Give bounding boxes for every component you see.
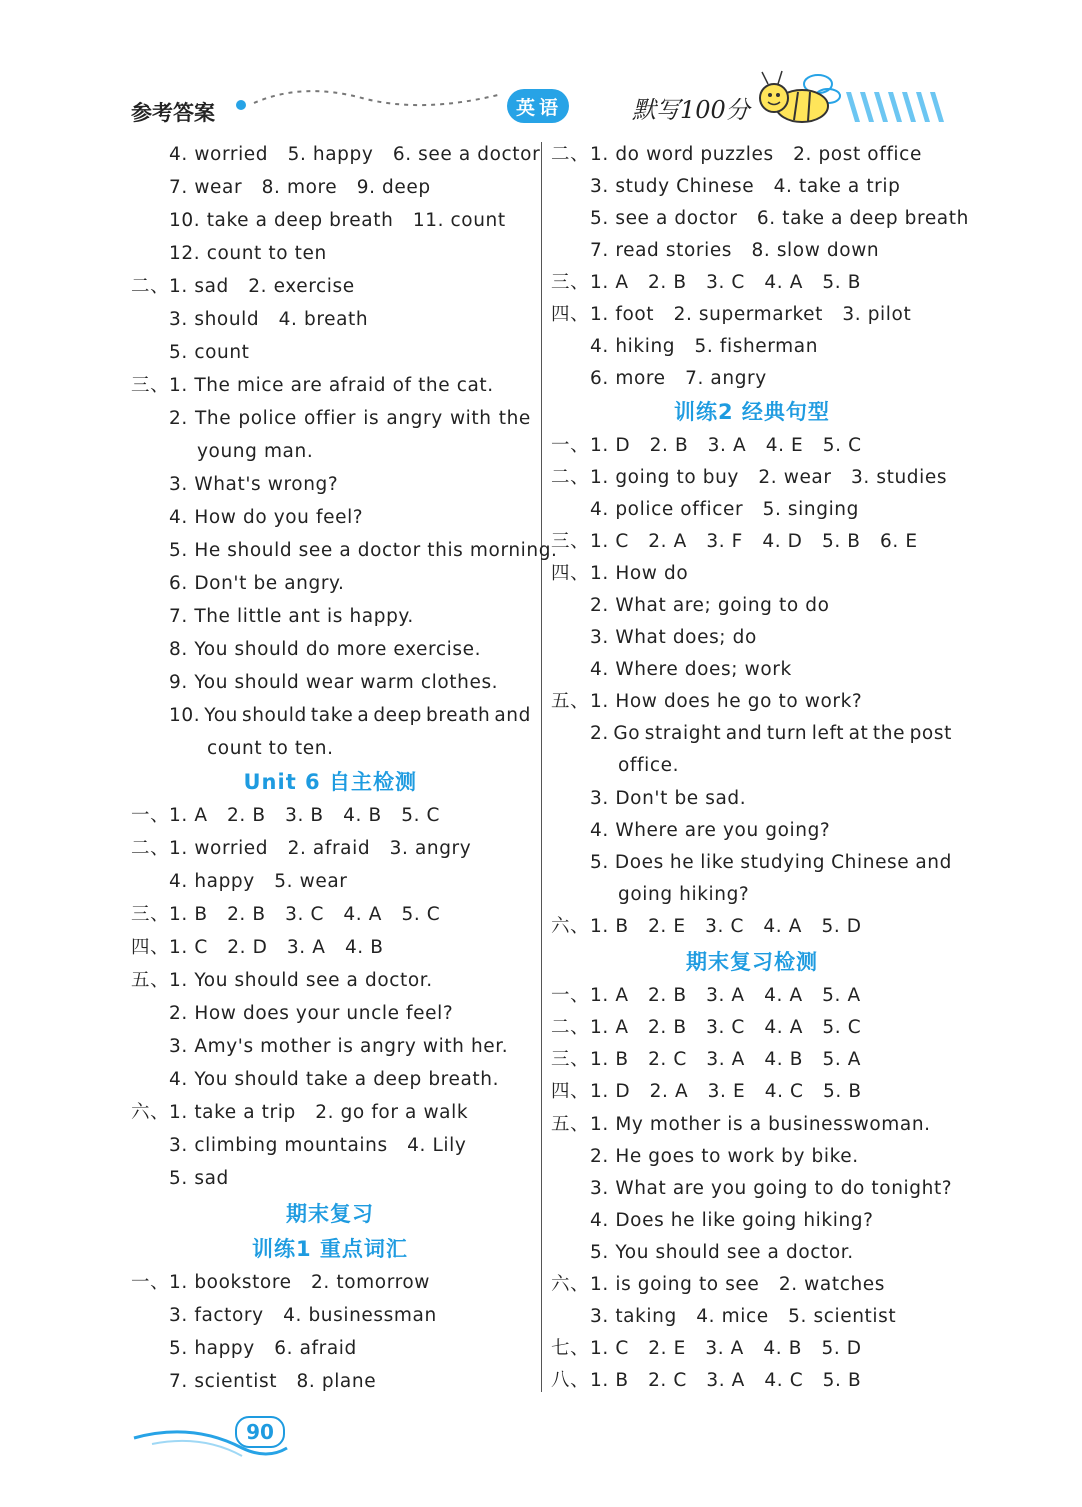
answer-line: 1. A 2. B 3. B 4. B 5. C [169, 805, 441, 826]
word: turn [766, 723, 808, 744]
answer-line: 1. bookstore 2. tomorrow [169, 1272, 431, 1293]
answer-line: 1. You should see a doctor. [169, 970, 433, 991]
word: the [498, 408, 531, 429]
section-heading: 期末复习 [286, 1202, 374, 1226]
question-number-label: 三、 [551, 1049, 590, 1070]
answer-line: 3. What's wrong? [169, 474, 339, 495]
answer-line: 1. C 2. A 3. F 4. D 5. B 6. E [590, 531, 918, 552]
answer-line: 5. You should see a doctor. [590, 1242, 854, 1263]
question-number-label: 四、 [551, 563, 590, 584]
answer-line: 4. police officer 5. singing [590, 499, 859, 520]
answer-line: 1. going to buy 2. wear 3. studies [590, 467, 948, 488]
answer-line: 1. B 2. C 3. A 4. C 5. B [590, 1370, 862, 1391]
word: 2. [590, 723, 609, 744]
question-number-label: 六、 [131, 1102, 170, 1123]
question-number-label: 六、 [551, 1274, 590, 1295]
answer-line: 1. C 2. E 3. A 4. B 5. D [590, 1338, 862, 1359]
question-number-label: 二、 [551, 144, 590, 165]
question-number-label: 五、 [131, 970, 170, 991]
question-number-label: 一、 [551, 985, 590, 1006]
word: Does [614, 852, 664, 873]
answer-line: 1. How does he go to work? [590, 691, 863, 712]
word: police [238, 408, 297, 429]
answer-line: 1. A 2. B 3. C 4. A 5. B [590, 272, 862, 293]
answer-line: 2. How does your uncle feel? [169, 1003, 454, 1024]
word: take [310, 705, 354, 726]
subject-badge [507, 89, 569, 123]
answer-line: 4. How do you feel? [169, 507, 364, 528]
answer-line: 1. do word puzzles 2. post office [590, 144, 922, 165]
answer-line: 3. factory 4. businessman [169, 1305, 437, 1326]
answer-line: 1. take a trip 2. go for a walk [169, 1102, 469, 1123]
answer-line: young man. [197, 441, 314, 462]
answer-line: 4. Where are you going? [590, 820, 831, 841]
answer-line: 3. What are you going to do tonight? [590, 1178, 953, 1199]
word: at [848, 723, 869, 744]
section-heading: Unit 6 自主检测 [243, 770, 417, 794]
word: with [449, 408, 492, 429]
question-number-label: 一、 [551, 435, 590, 456]
answer-line: 1. The mice are afraid of the cat. [169, 375, 494, 396]
answer-line: 4. hiking 5. fisherman [590, 336, 819, 357]
word: offier [304, 408, 357, 429]
answer-line: 3. What does; do [590, 627, 757, 648]
page-number: 90 [235, 1416, 285, 1448]
answer-line: 1. D 2. B 3. A 4. E 5. C [590, 435, 862, 456]
word: the [872, 723, 906, 744]
word: should [241, 705, 307, 726]
answer-line: 4. You should take a deep breath. [169, 1069, 500, 1090]
word: The [195, 408, 232, 429]
answer-line: 5. He should see a doctor this morning. [169, 540, 558, 561]
word: 5. [590, 852, 609, 873]
answer-line: 3. climbing mountains 4. Lily [169, 1135, 467, 1156]
answer-line: 6. Don't be angry. [169, 573, 345, 594]
question-number-label: 四、 [131, 937, 170, 958]
subject-char-1: 英 [516, 97, 536, 119]
answer-line: 1. worried 2. afraid 3. angry [169, 838, 472, 859]
word: he [669, 852, 695, 873]
book-title: 默写100分 [632, 96, 750, 124]
answer-line: 3. taking 4. mice 5. scientist [590, 1306, 897, 1327]
word: You [204, 705, 238, 726]
answer-line: 1. sad 2. exercise [169, 276, 355, 297]
answer-line: 7. scientist 8. plane [169, 1371, 377, 1392]
word: and [915, 852, 952, 873]
answer-line [169, 704, 531, 728]
answer-line: 7. wear 8. more 9. deep [169, 177, 431, 198]
question-number-label: 一、 [131, 1272, 170, 1293]
answer-line: 5. see a doctor 6. take a deep breath [590, 208, 969, 229]
answer-line: 1. B 2. C 3. A 4. B 5. A [590, 1049, 862, 1070]
answer-line: 1. C 2. D 3. A 4. B [169, 937, 384, 958]
answer-line: 4. happy 5. wear [169, 871, 348, 892]
word: 10. [169, 705, 201, 726]
answer-line: 3. Amy's mother is angry with her. [169, 1036, 509, 1057]
answer-line: 4. worried 5. happy 6. see a doctor [169, 144, 541, 165]
answer-line: 5. count [169, 342, 250, 363]
question-number-label: 三、 [131, 904, 170, 925]
answer-line: 9. You should wear warm clothes. [169, 672, 499, 693]
answer-line: 10. take a deep breath 11. count [169, 210, 506, 231]
answer-line: 2. What are; going to do [590, 595, 830, 616]
dotted-wave-decoration [232, 84, 512, 114]
answer-line: 7. read stories 8. slow down [590, 240, 880, 261]
answer-line: 1. D 2. A 3. E 4. C 5. B [590, 1081, 862, 1102]
answer-line: office. [618, 755, 680, 776]
question-number-label: 二、 [131, 838, 170, 859]
word: angry [386, 408, 443, 429]
answer-line: 1. My mother is a businesswoman. [590, 1114, 931, 1135]
word: like [700, 852, 735, 873]
section-heading: 期末复习检测 [686, 950, 818, 974]
question-number-label: 七、 [551, 1338, 590, 1359]
answer-line [590, 722, 952, 746]
answer-line: 3. study Chinese 4. take a trip [590, 176, 901, 197]
answer-line: 3. Don't be sad. [590, 788, 747, 809]
question-number-label: 五、 [551, 691, 590, 712]
answer-line: 2. He goes to work by bike. [590, 1146, 859, 1167]
answer-line: 1. How do [590, 563, 689, 584]
answer-line: 6. more 7. angry [590, 368, 767, 389]
word: breath [426, 705, 491, 726]
answer-line: going hiking? [618, 884, 750, 905]
question-number-label: 二、 [551, 467, 590, 488]
word: deep [373, 705, 422, 726]
word: Go [613, 723, 641, 744]
word: and [725, 723, 763, 744]
answer-line: 12. count to ten [169, 243, 327, 264]
answer-line: 5. happy 6. afraid [169, 1338, 357, 1359]
question-number-label: 二、 [131, 276, 170, 297]
answer-line: 1. A 2. B 3. A 4. A 5. A [590, 985, 861, 1006]
section-heading: 训练2 经典句型 [674, 400, 830, 424]
word: and [494, 705, 531, 726]
section-heading: 训练1 重点词汇 [252, 1237, 408, 1261]
word: Chinese [831, 852, 910, 873]
bee-mascot-icon [758, 66, 844, 126]
question-number-label: 四、 [551, 304, 590, 325]
answer-line: 1. A 2. B 3. C 4. A 5. C [590, 1017, 862, 1038]
answer-line: 3. should 4. breath [169, 309, 369, 330]
question-number-label: 一、 [131, 805, 170, 826]
question-number-label: 二、 [551, 1017, 590, 1038]
word: post [909, 723, 952, 744]
answer-line: 1. foot 2. supermarket 3. pilot [590, 304, 912, 325]
word: left [811, 723, 845, 744]
question-number-label: 八、 [551, 1370, 590, 1391]
answer-line: 5. sad [169, 1168, 229, 1189]
answer-line: count to ten. [207, 738, 334, 759]
stripe-decoration [846, 92, 956, 122]
question-number-label: 六、 [551, 916, 590, 937]
word: studying [740, 852, 826, 873]
answer-line: 1. B 2. E 3. C 4. A 5. D [590, 916, 862, 937]
word: a [357, 705, 370, 726]
question-number-label: 三、 [551, 272, 590, 293]
word: straight [644, 723, 722, 744]
answer-line: 1. is going to see 2. watches [590, 1274, 886, 1295]
header-answer-key-title: 参考答案 [131, 101, 215, 125]
question-number-label: 三、 [131, 375, 170, 396]
question-number-label: 三、 [551, 531, 590, 552]
word: is [363, 408, 380, 429]
subject-char-2: 语 [539, 97, 559, 119]
answer-line: 7. The little ant is happy. [169, 606, 414, 627]
answer-line: 8. You should do more exercise. [169, 639, 482, 660]
answer-line [590, 851, 952, 875]
answer-line: 4. Where does; work [590, 659, 792, 680]
answer-line: 4. Does he like going hiking? [590, 1210, 874, 1231]
column-divider [541, 142, 542, 1392]
question-number-label: 五、 [551, 1114, 590, 1135]
question-number-label: 四、 [551, 1081, 590, 1102]
answer-line [169, 407, 531, 431]
answer-line: 1. B 2. B 3. C 4. A 5. C [169, 904, 441, 925]
word: 2. [169, 408, 188, 429]
